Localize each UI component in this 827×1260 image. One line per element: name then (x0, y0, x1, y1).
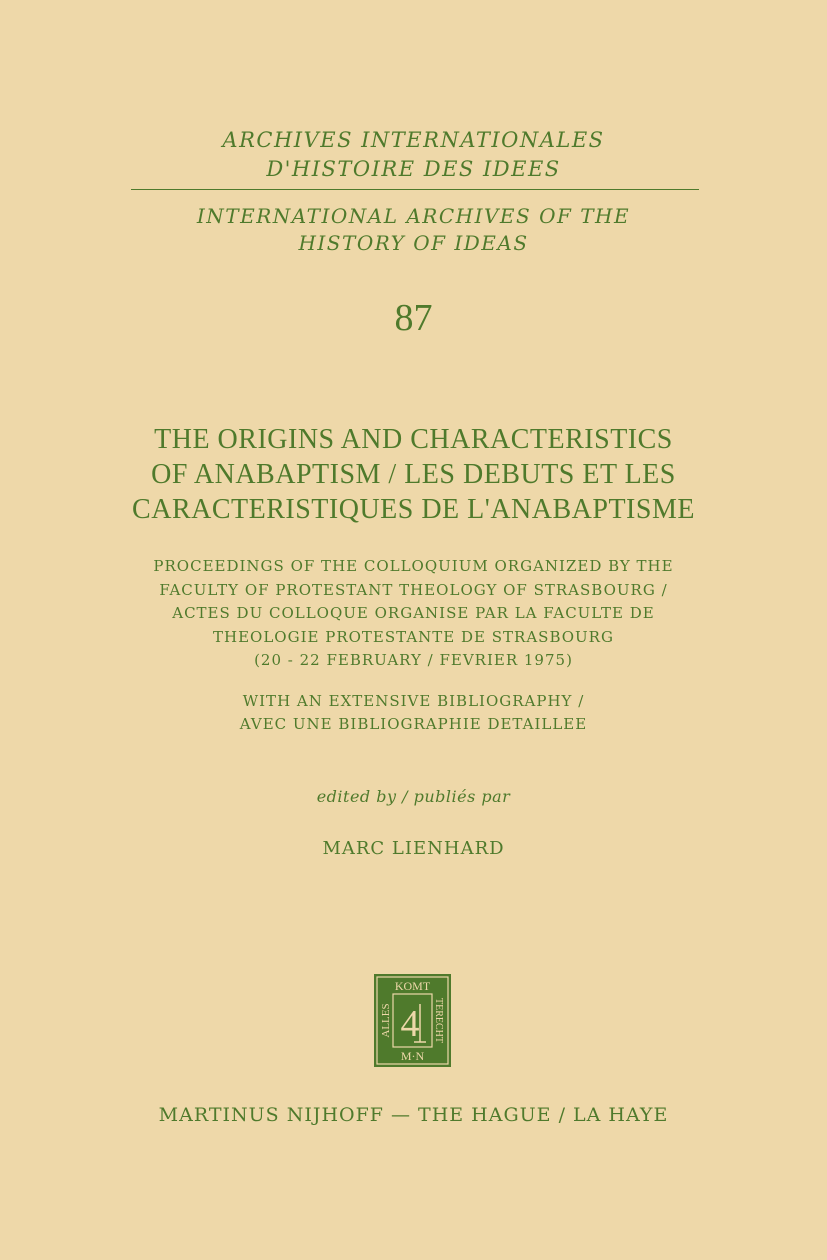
editor-name: MARC LIENHARD (322, 838, 505, 859)
title-line-3: CARACTERISTIQUES DE L'ANABAPTISME (132, 494, 695, 525)
logo-right-text: TERECHT (433, 998, 444, 1043)
series-english-line-1: INTERNATIONAL ARCHIVES OF THE (196, 204, 631, 228)
title-line-2: OF ANABAPTISM / LES DEBUTS ET LES (151, 459, 676, 490)
logo-top-text: KOMT (394, 979, 431, 993)
proceedings-line-1: PROCEEDINGS OF THE COLLOQUIUM ORGANIZED BY THE (153, 557, 674, 575)
series-number: 87 (394, 297, 433, 339)
publisher-logo-icon (374, 974, 451, 1067)
series-french-line-2: D'HISTOIRE DES IDEES (266, 157, 561, 181)
logo-bottom-text: M·N (400, 1049, 425, 1063)
proceedings-subtitle (0, 555, 827, 673)
proceedings-line-3: ACTES DU COLLOQUE ORGANISE PAR LA FACULTE DE (172, 604, 655, 622)
proceedings-line-5: (20 - 22 FEBRUARY / FEVRIER 1975) (254, 651, 573, 669)
series-title-english (0, 203, 827, 257)
logo-center-numeral: 4 (400, 1003, 420, 1045)
bibliography-note (0, 690, 827, 736)
bibliography-line-2: AVEC UNE BIBLIOGRAPHIE DETAILLEE (239, 715, 588, 733)
series-french-line-1: ARCHIVES INTERNATIONALES (222, 128, 605, 152)
publisher-imprint: MARTINUS NIJHOFF — THE HAGUE / LA HAYE (158, 1104, 669, 1126)
series-english-line-2: HISTORY OF IDEAS (298, 231, 529, 255)
bibliography-line-1: WITH AN EXTENSIVE BIBLIOGRAPHY / (242, 692, 585, 710)
proceedings-line-4: THEOLOGIE PROTESTANTE DE STRASBOURG (213, 627, 614, 646)
series-title-french (0, 126, 827, 184)
title-line-1: THE ORIGINS AND CHARACTERISTICS (154, 424, 673, 455)
logo-left-text: ALLES (380, 1003, 392, 1038)
edited-by-label: edited by / publiés par (316, 787, 511, 806)
horizontal-rule (131, 189, 699, 190)
book-title (0, 422, 827, 527)
proceedings-line-2: FACULTY OF PROTESTANT THEOLOGY OF STRASBOURG / (159, 580, 668, 599)
